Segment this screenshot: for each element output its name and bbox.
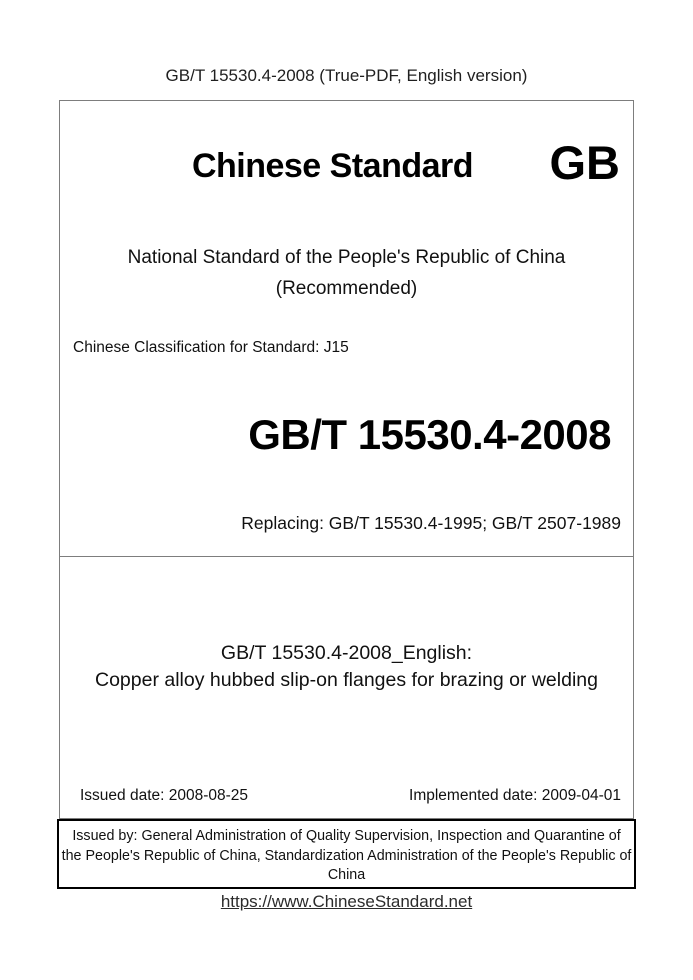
recommended-line: (Recommended) [275, 278, 418, 299]
brand-title: Chinese Standard [191, 147, 474, 185]
dates-row [80, 787, 621, 805]
issuer-box [57, 819, 636, 889]
national-standard-line: National Standard of the People's Republic of China [127, 247, 566, 268]
footer [0, 892, 693, 912]
replacing-note: Replacing: GB/T 15530.4-1995; GB/T 2507-1989 [241, 513, 621, 533]
gb-logo: GB [549, 136, 620, 189]
issuer-text-line-2: the People's Republic of China, Standardization Administration of the People's Republic of [61, 847, 632, 864]
document-header: GB/T 15530.4-2008 (True-PDF, English version) [165, 66, 528, 85]
footer-link[interactable]: https://www.ChineseStandard.net [220, 892, 473, 911]
english-title-code: GB/T 15530.4-2008_English: [220, 642, 473, 664]
issued-date: Issued date: 2008-08-25 [80, 787, 249, 804]
english-title-name: Copper alloy hubbed slip-on flanges for brazing or welding [95, 669, 598, 691]
issuer-text-line-1: Issued by: General Administration of Quality Supervision, Inspection and Quarantine of [72, 828, 621, 844]
cover-top-section [60, 101, 633, 557]
classification-text: Chinese Classification for Standard: J15 [73, 339, 349, 356]
issuer-text-line-3: China [327, 867, 366, 883]
implemented-date: Implemented date: 2009-04-01 [409, 787, 621, 804]
cover-box [59, 100, 634, 819]
standard-number: GB/T 15530.4-2008 [248, 411, 611, 458]
cover-bottom-section [60, 558, 633, 818]
